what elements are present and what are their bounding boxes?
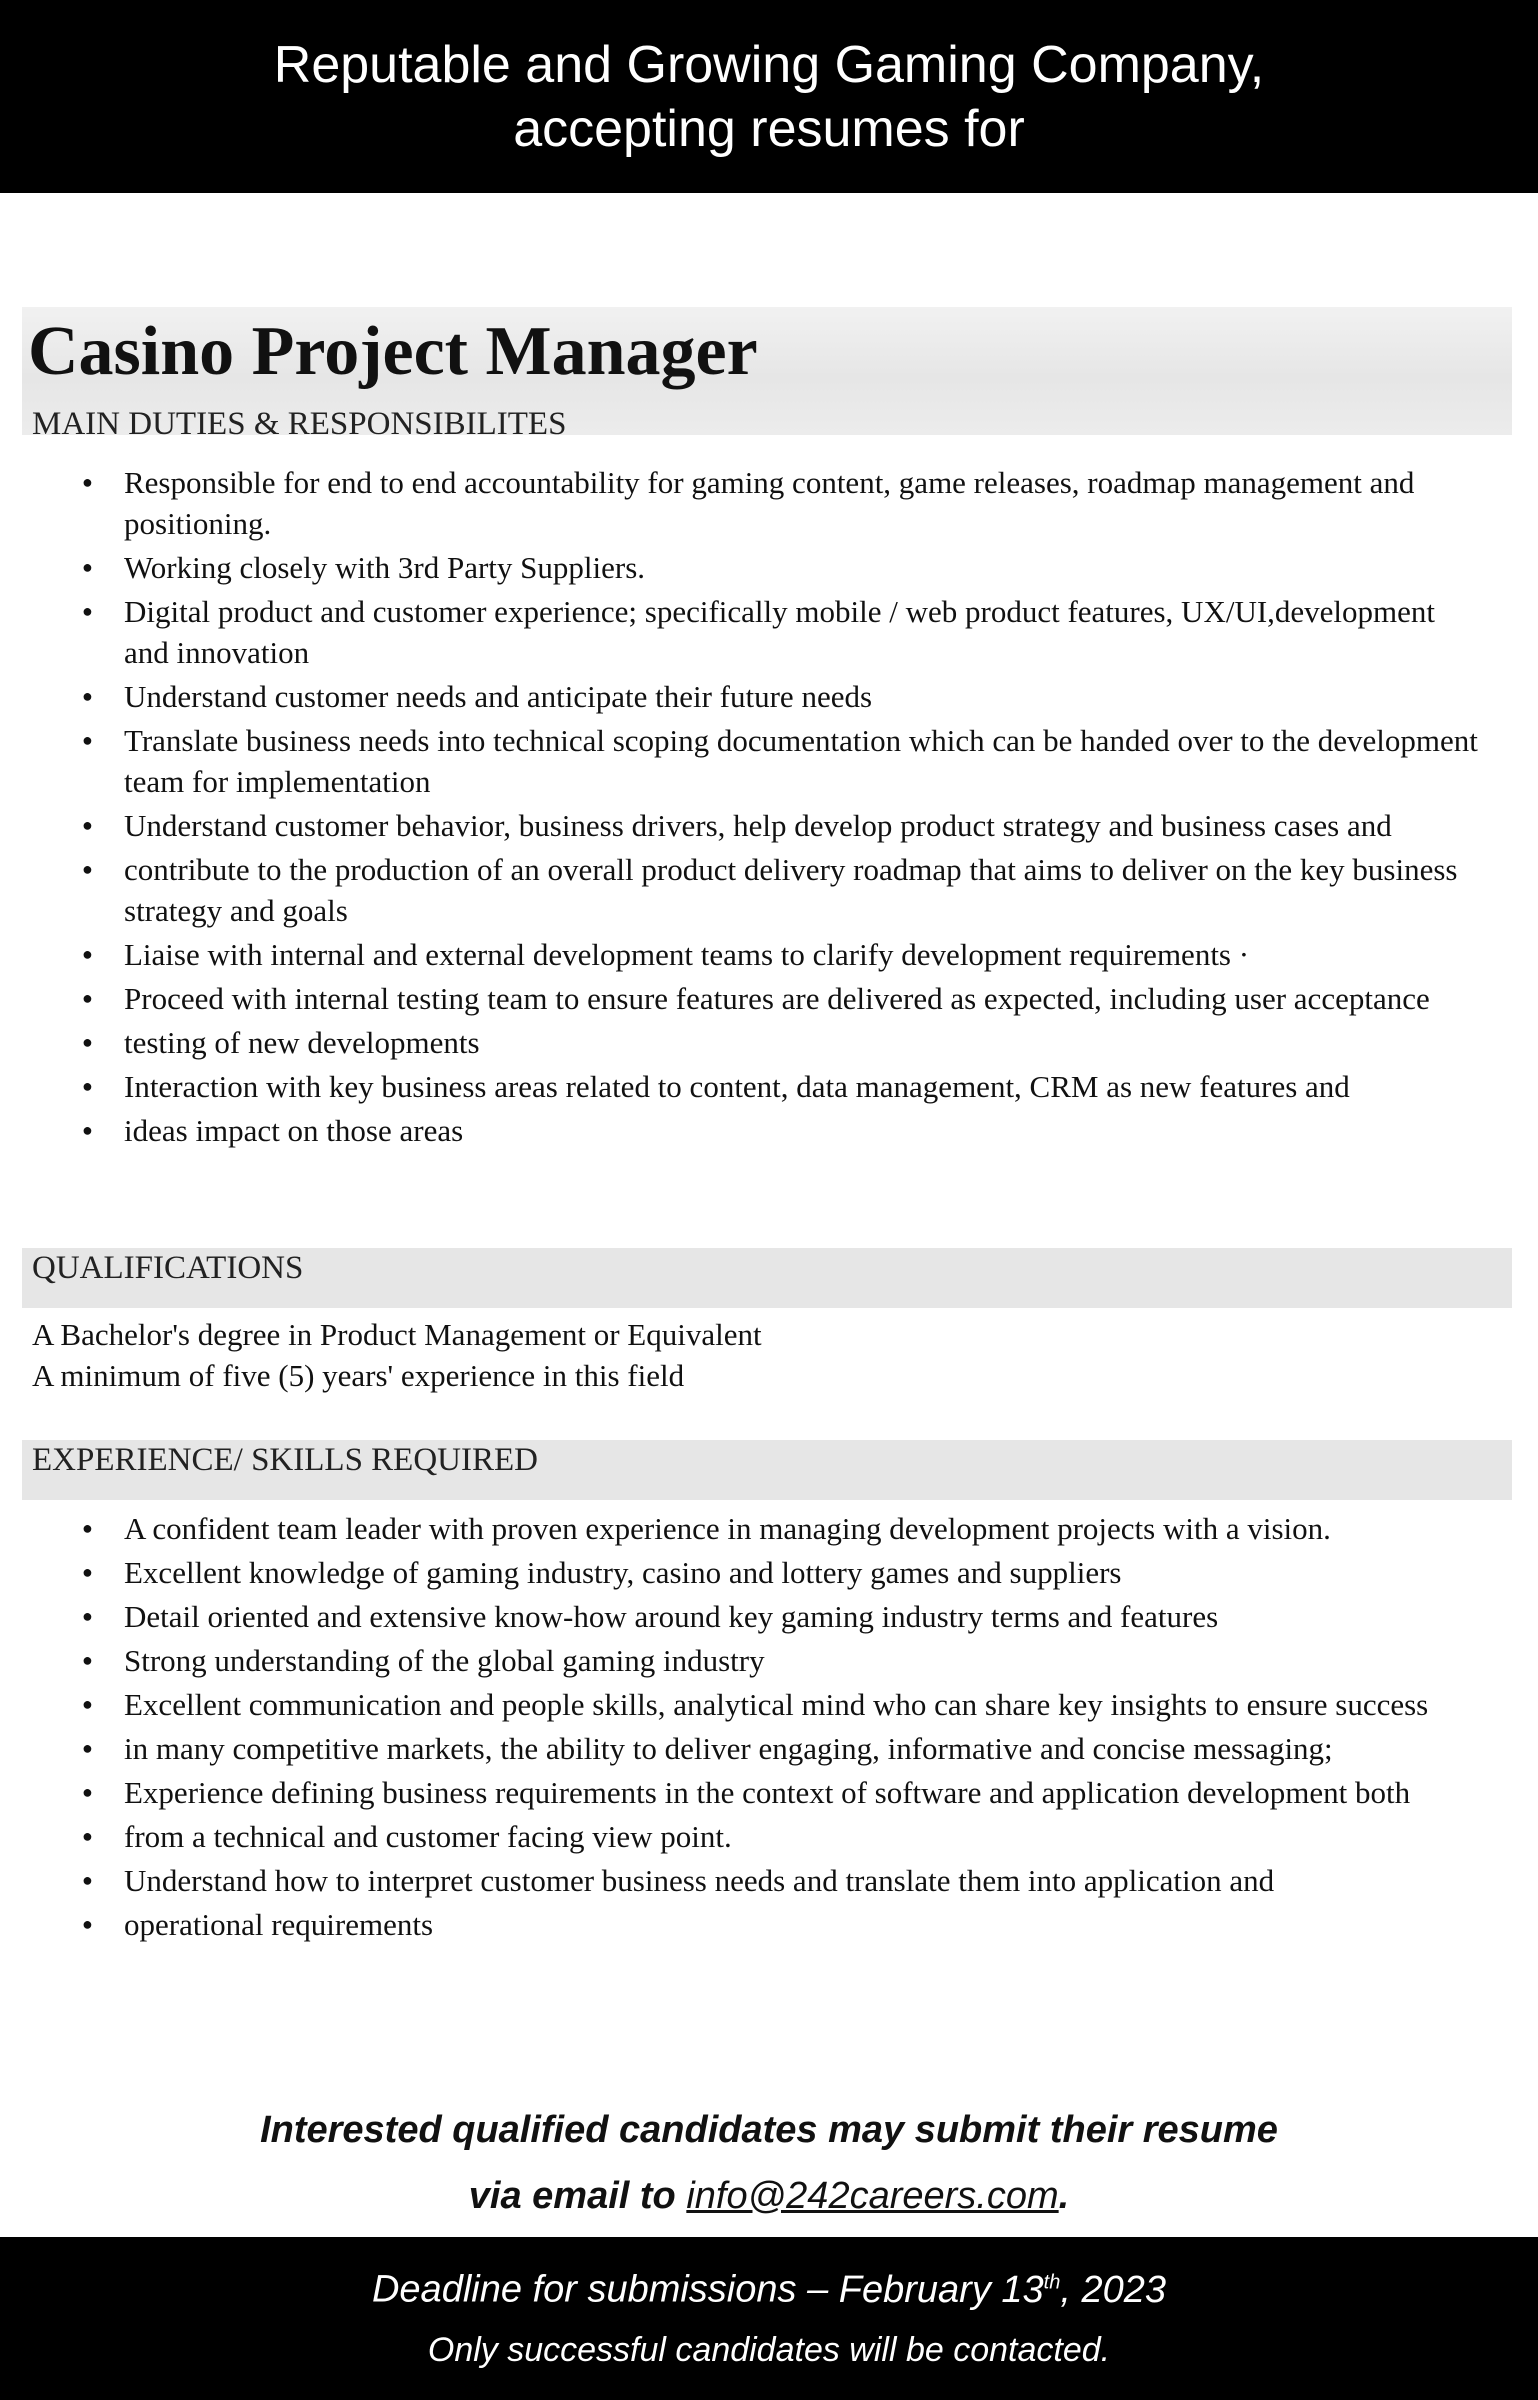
- cta-prefix: via email to: [468, 2175, 687, 2217]
- duty-item: ● Responsible for end to end accountability for gaming content, game releases, roadmap management and positioning.: [82, 462, 1482, 544]
- deadline-date: [839, 2269, 1166, 2311]
- duty-item: ● Understand customer behavior, business drivers, help develop product strategy and business cases and: [82, 805, 1482, 846]
- footer-banner: [0, 2237, 1538, 2400]
- skill-item: ● Excellent knowledge of gaming industry, casino and lottery games and suppliers: [82, 1552, 1502, 1593]
- duty-item: ● ideas impact on those areas: [82, 1110, 1482, 1151]
- qualification-line: A Bachelor's degree in Product Management or Equivalent: [32, 1317, 762, 1352]
- job-title: Casino Project Manager: [28, 313, 758, 390]
- cta-line-2: [0, 2166, 1538, 2226]
- skill-item: ● Understand how to interpret customer business needs and translate them into application and: [82, 1860, 1502, 1901]
- duties-list: [82, 462, 1482, 1154]
- deadline-label: Deadline for submissions –: [371, 2268, 829, 2311]
- duty-item: ● Working closely with 3rd Party Suppliers.: [82, 547, 1482, 588]
- duty-item: ● contribute to the production of an overall product delivery roadmap that aims to deliver on the key business strategy and goals: [82, 849, 1482, 931]
- qualification-line: A minimum of five (5) years' experience in this field: [32, 1358, 685, 1393]
- skill-item: ● Excellent communication and people skills, analytical mind who can share key insights to ensure success: [82, 1684, 1502, 1725]
- duties-heading: MAIN DUTIES & RESPONSIBILITES: [32, 406, 567, 442]
- deadline-ordinal: th: [1043, 2271, 1061, 2293]
- qualifications-heading: QUALIFICATIONS: [32, 1250, 304, 1286]
- skill-item: ● from a technical and customer facing view point.: [82, 1816, 1502, 1857]
- experience-list: [82, 1508, 1502, 1948]
- skill-item: ● Strong understanding of the global gaming industry: [82, 1640, 1502, 1681]
- banner-line-2: accepting resumes for: [513, 99, 1025, 158]
- skill-item: ● Detail oriented and extensive know-how around key gaming industry terms and features: [82, 1596, 1502, 1637]
- cta-line-1: Interested qualified candidates may submit their resume: [260, 2109, 1278, 2151]
- duty-item: ● Interaction with key business areas related to content, data management, CRM as new features and: [82, 1066, 1482, 1107]
- experience-heading: EXPERIENCE/ SKILLS REQUIRED: [32, 1442, 538, 1478]
- duty-item: ● Proceed with internal testing team to ensure features are delivered as expected, including user acceptance: [82, 978, 1482, 1019]
- header-banner: [0, 0, 1538, 193]
- deadline-month-day: February 13: [838, 2268, 1044, 2311]
- contact-note: Only successful candidates will be contacted.: [427, 2331, 1111, 2369]
- duty-item: ● Understand customer needs and anticipate their future needs: [82, 676, 1482, 717]
- duty-item: ● Digital product and customer experience; specifically mobile / web product features, UX/UI,development and innovation: [82, 591, 1482, 673]
- duty-item: ● Translate business needs into technical scoping documentation which can be handed over to the development team for implementation: [82, 720, 1482, 802]
- skill-item: ● Experience defining business requirements in the context of software and application development both: [82, 1772, 1502, 1813]
- duty-item: ● testing of new developments: [82, 1022, 1482, 1063]
- cta-suffix: .: [1058, 2175, 1070, 2217]
- skill-item: ● A confident team leader with proven experience in managing development projects with a vision.: [82, 1508, 1502, 1549]
- skill-item: ● operational requirements: [82, 1904, 1502, 1945]
- duty-item: ● Liaise with internal and external development teams to clarify development requirements ·: [82, 934, 1482, 975]
- deadline: [0, 2257, 1538, 2315]
- skill-item: ● in many competitive markets, the ability to deliver engaging, informative and concise messaging;: [82, 1728, 1502, 1769]
- qualifications-lines: [32, 1314, 762, 1396]
- email-link[interactable]: info@242careers.com: [686, 2175, 1059, 2217]
- banner-line-1: Reputable and Growing Gaming Company,: [273, 35, 1265, 94]
- deadline-year: , 2023: [1060, 2268, 1167, 2311]
